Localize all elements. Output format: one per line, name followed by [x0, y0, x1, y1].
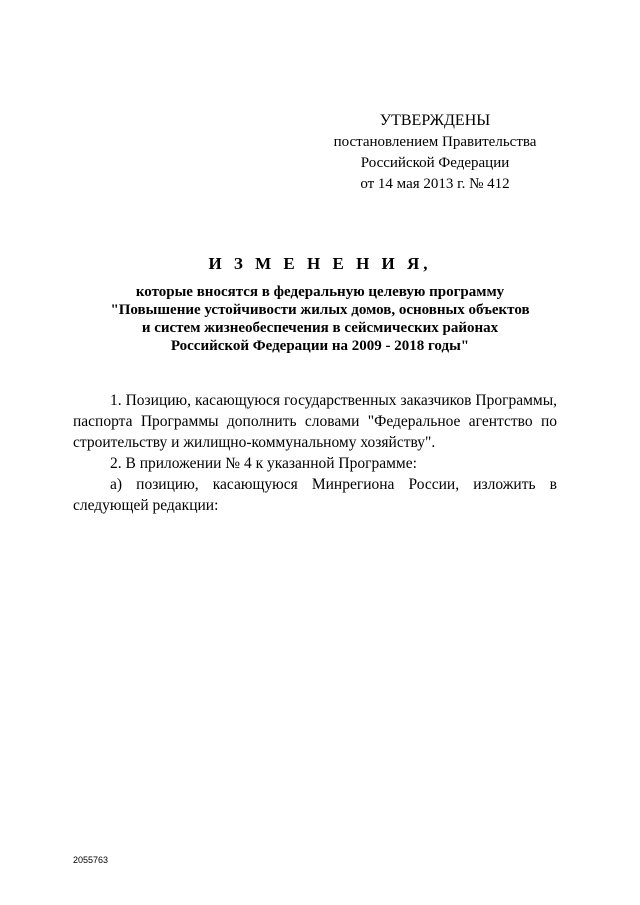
approval-line-resolution: постановлением Правительства: [333, 134, 537, 150]
subtitle-line: "Повышение устойчивости жилых домов, основных объектов: [110, 302, 530, 318]
subtitle-line: и систем жизнеобеспечения в сейсмических районах: [141, 320, 499, 336]
subtitle-line: которые вносятся в федеральную целевую программу: [135, 284, 505, 300]
paragraph-2: 2. В приложении № 4 к указанной Программе:: [110, 455, 417, 472]
approval-title: УТВЕРЖДЕНЫ: [379, 112, 491, 129]
document-number: 2055763: [73, 855, 109, 865]
document-heading: [60, 253, 580, 355]
approval-line-date: от 14 мая 2013 г. № 412: [360, 176, 510, 192]
paragraph-2a: а) позицию, касающуюся Минрегиона России, изложить в следующей редакции:: [73, 476, 557, 514]
paragraph-1: 1. Позицию, касающуюся государственных заказчиков Программы, паспорта Программы дополнить словами "Федеральное агентство по строительству и жилищно-коммунальному хозяйству".: [73, 392, 557, 451]
subtitle-line: Российской Федерации на 2009 - 2018 годы": [170, 338, 470, 354]
document-body: [73, 390, 557, 516]
approval-block: [330, 110, 540, 195]
document-title: И З М Е Н Е Н И Я,: [208, 254, 432, 273]
approval-line-government: Российской Федерации: [360, 155, 510, 171]
